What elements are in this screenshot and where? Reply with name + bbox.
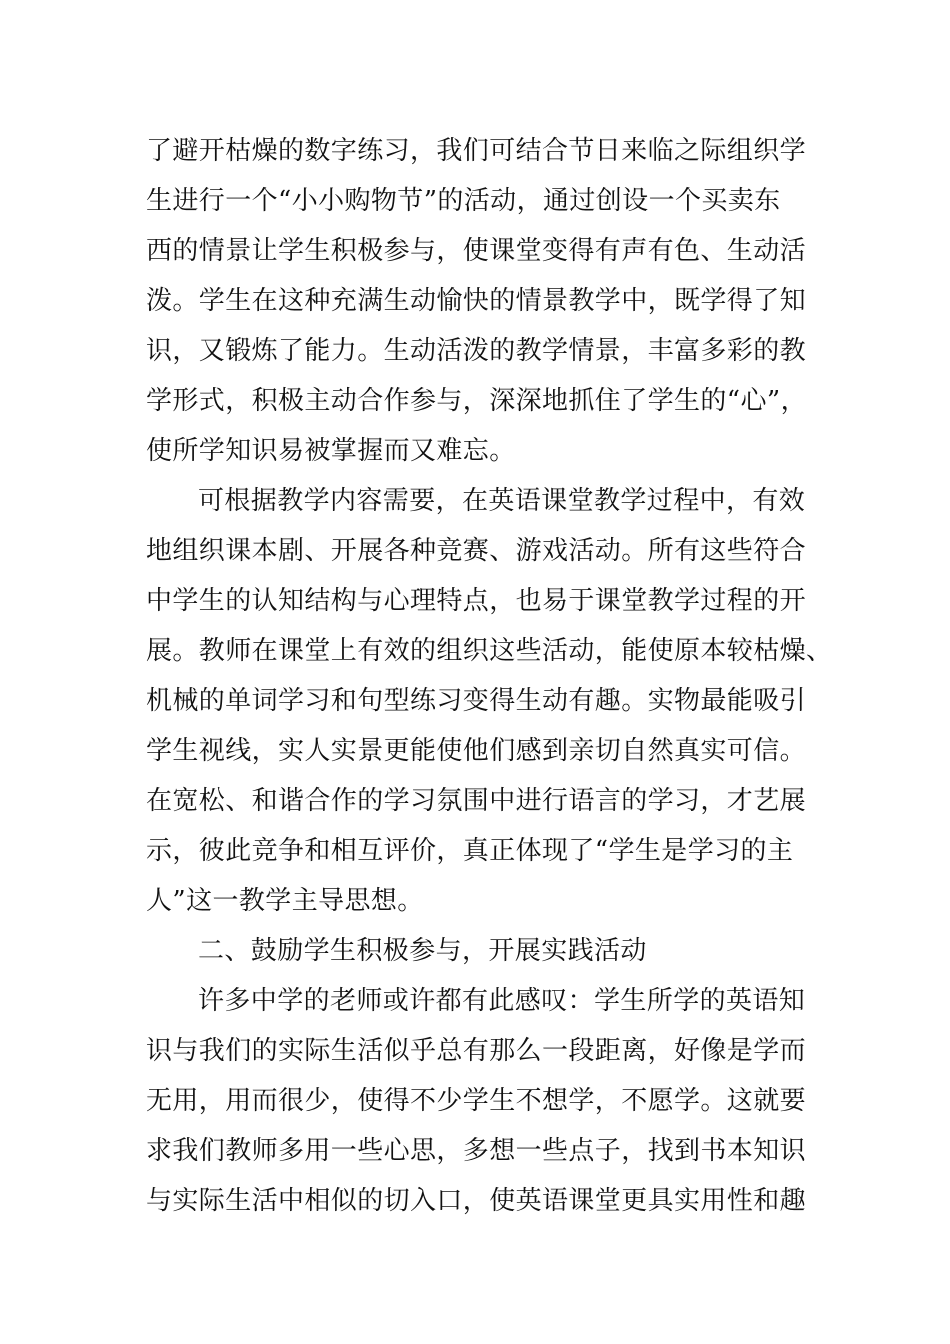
paragraph-1 [146,126,806,476]
text-line: 求我们教师多用一些心思，多想一些点子，找到书本知识 [146,1136,807,1166]
text-line: 学形式，积极主动合作参与，深深地抓住了学生的“心”， [146,386,807,416]
document-body [146,126,833,1226]
text-line: 与实际生活中相似的切入口，使英语课堂更具实用性和趣 [146,1186,807,1216]
text-line: 许多中学的老师或许都有此感叹：学生所学的英语知 [198,986,806,1016]
text-line: 使所学知识易被掌握而又难忘。 [146,436,516,466]
text-line: 示，彼此竞争和相互评价，真正体现了“学生是学习的主 [146,836,794,866]
section-heading-text: 二、鼓励学生积极参与，开展实践活动 [198,936,647,966]
text-line: 西的情景让学生积极参与，使课堂变得有声有色、生动活 [146,236,807,266]
text-line: 了避开枯燥的数字练习，我们可结合节日来临之际组织学 [146,136,807,166]
text-line: 学生视线，实人实景更能使他们感到亲切自然真实可信。 [146,736,807,766]
paragraph-3 [146,976,806,1226]
text-line: 地组织课本剧、开展各种竞赛、游戏活动。所有这些符合 [146,536,807,566]
text-line: 中学生的认知结构与心理特点，也易于课堂教学过程的开 [146,586,807,616]
text-line: 机械的单词学习和句型练习变得生动有趣。实物最能吸引 [146,686,807,716]
text-line: 无用，用而很少，使得不少学生不想学，不愿学。这就要 [146,1086,807,1116]
text-line: 识，又锻炼了能力。生动活泼的教学情景，丰富多彩的教 [146,336,807,366]
text-line: 展。教师在课堂上有效的组织这些活动，能使原本较枯燥、 [146,636,833,666]
section-heading [146,926,806,976]
text-line: 在宽松、和谐合作的学习氛围中进行语言的学习，才艺展 [146,786,807,816]
text-line: 可根据教学内容需要，在英语课堂教学过程中，有效 [198,486,806,516]
text-line: 生进行一个“小小购物节”的活动，通过创设一个买卖东 [146,186,781,216]
text-line: 人”这一教学主导思想。 [146,886,424,916]
text-line: 识与我们的实际生活似乎总有那么一段距离，好像是学而 [146,1036,807,1066]
text-line: 泼。学生在这种充满生动愉快的情景教学中，既学得了知 [146,286,807,316]
paragraph-2 [146,476,833,926]
